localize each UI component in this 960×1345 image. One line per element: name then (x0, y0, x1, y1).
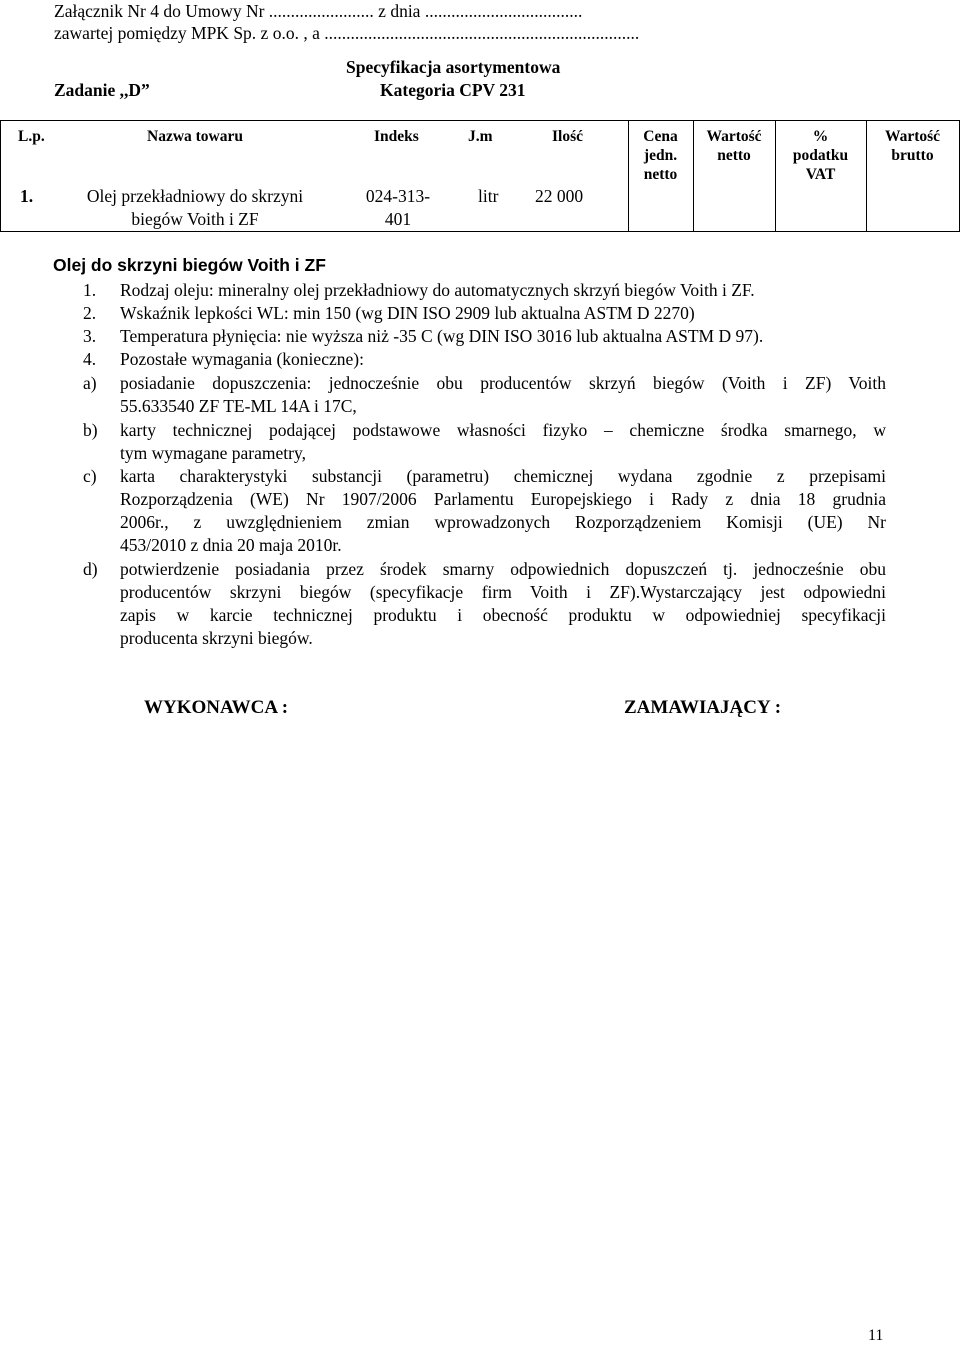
header-net-value (693, 127, 775, 165)
item-text: Temperatura płynięcia: nie wyższa niż -35 C (wg DIN ISO 3016 lub aktualna ASTM D 97). (120, 326, 764, 346)
sub-d-line: potwierdzenie posiadania przez środek smarny odpowiednich dopuszczeń tj. jednocześnie obu (120, 559, 886, 579)
header-net-line: Wartość (706, 128, 762, 145)
item-text: Wskaźnik lepkości WL: min 150 (wg DIN ISO 2909 lub aktualna ASTM D 2270) (120, 303, 695, 323)
header-price-line: netto (643, 166, 678, 183)
row-name-line: biegów Voith i ZF (131, 209, 259, 229)
row-name-line: Olej przekładniowy do skrzyni (86, 186, 304, 206)
sub-a-line: posiadanie dopuszczenia: jednocześnie obu producentów skrzyń biegów (Voith i ZF) Voith (120, 373, 886, 393)
row-qty: 22 000 (535, 186, 584, 206)
item-text: Pozostałe wymagania (konieczne): (120, 349, 364, 369)
table-top-border (0, 120, 960, 121)
row-lp: 1. (20, 186, 34, 206)
sub-d-line: producenta skrzyni biegów. (120, 628, 313, 648)
contract-line: zawartej pomiędzy MPK Sp. z o.o. , a ........................................................................ (54, 23, 640, 43)
contractor-signature-label: WYKONAWCA : (144, 697, 289, 718)
item-number: 1. (83, 280, 97, 300)
spec-title: Specyfikacja asortymentowa (346, 57, 561, 77)
list-item (83, 348, 364, 371)
table-bottom-border (0, 231, 960, 232)
sub-label-a: a) (83, 373, 97, 393)
sub-d-line: zapis w karcie technicznej produktu i obecność produktu w odpowiedniej specyfikacji (120, 605, 886, 625)
sub-b-line: tym wymagane parametry, (120, 443, 306, 463)
header-vat-line: % (812, 128, 829, 145)
sub-label-b: b) (83, 420, 98, 440)
header-net-line: netto (717, 147, 751, 164)
row-index-line: 024-313- (365, 186, 431, 206)
header-vat-line: podatku (792, 147, 849, 164)
item-number: 4. (83, 349, 97, 369)
list-item (83, 325, 763, 348)
sub-a-line: 55.633540 ZF TE-ML 14A i 17C, (120, 396, 357, 416)
sub-c-line: Rozporządzenia (WE) Nr 1907/2006 Parlamentu Europejskiego i Rady z dnia 18 grudnia (120, 489, 886, 509)
sub-b-line: karty technicznej podającej podstawowe własności fizyko – chemiczne środka smarnego, w (120, 420, 886, 440)
header-price-line: jedn. (643, 147, 678, 164)
sub-label-d: d) (83, 559, 98, 579)
header-lp: L.p. (18, 128, 45, 145)
sub-c-line: 453/2010 z dnia 20 maja 2010r. (120, 535, 342, 555)
sub-c-line: karta charakterystyki substancji (parametru) chemicznej wydana zgodnie z przepisami (120, 466, 886, 486)
sub-c-line: 2006r., z uwzględnieniem zmian wprowadzonych Rozporządzeniem Komisji (UE) Nr (120, 512, 886, 532)
header-gross-value (866, 127, 959, 165)
list-item (83, 302, 695, 325)
section-title: Olej do skrzyni biegów Voith i ZF (53, 255, 326, 275)
row-index-line: 401 (384, 209, 412, 229)
orderer-signature-label: ZAMAWIAJĄCY : (624, 697, 782, 718)
item-text: Rodzaj oleju: mineralny olej przekładniowy do automatycznych skrzyń biegów Voith i ZF. (120, 280, 755, 300)
header-unit: J.m (468, 128, 493, 145)
header-gross-line: brutto (891, 147, 934, 164)
header-price-line: Cena (643, 128, 678, 145)
list-item (83, 279, 755, 302)
header-vat (775, 127, 866, 184)
item-number: 3. (83, 326, 97, 346)
sub-d-line: producentów skrzyni biegów (specyfikacje firm Voith i ZF).Wystarczający jest odpowiedni (120, 582, 886, 602)
header-vat-line: VAT (805, 166, 836, 183)
row-unit: litr (478, 186, 499, 206)
sub-label-c: c) (83, 466, 97, 486)
row-index (358, 185, 438, 231)
category-label: Kategoria CPV 231 (380, 80, 526, 100)
task-label: Zadanie ,,D” (54, 80, 150, 100)
header-name: Nazwa towaru (147, 128, 243, 145)
header-qty: Ilość (552, 128, 583, 145)
annex-line: Załącznik Nr 4 do Umowy Nr ........................ z dnia .................................... (54, 1, 583, 21)
page-number: 11 (868, 1327, 884, 1344)
header-index: Indeks (374, 128, 419, 145)
row-name (65, 185, 325, 231)
item-number: 2. (83, 303, 97, 323)
col-divider (0, 120, 1, 232)
header-price (628, 127, 693, 184)
header-gross-line: Wartość (884, 128, 941, 145)
